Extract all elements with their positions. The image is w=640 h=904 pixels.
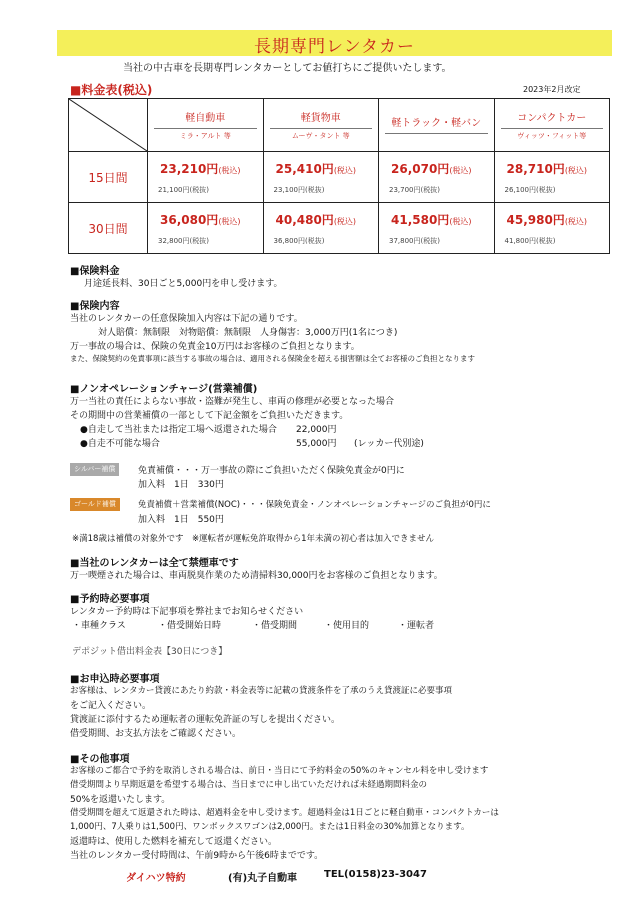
model-label: ムーヴ・タント 等 <box>270 128 373 141</box>
reserve-item: ・借受期間 <box>252 621 298 631</box>
noc-item-note: (レッカー代別途) <box>354 439 424 449</box>
footer-company: (有)丸子自動車 <box>228 873 298 884</box>
price-value: 36,080円 <box>160 212 219 227</box>
price-cell <box>263 203 379 254</box>
model-label <box>385 133 488 136</box>
reserve-item: ・運転者 <box>398 621 435 631</box>
category-label: コンパクトカー <box>517 113 587 124</box>
footer-brand: ダイハツ特約 <box>126 873 186 884</box>
smoking-heading: ■当社のレンタカーは全て禁煙車です <box>70 558 239 569</box>
silver-line: 加入料 1日 330円 <box>138 480 224 490</box>
apply-line: お客様は、レンタカー貸渡にあたり約款・料金表等に記載の貸渡条件を了承のうえ貸渡証に必要事項 <box>70 686 452 696</box>
noc-line: 万一当社の責任によらない事故・盗難が発生し、車両の修理が必要となった場合 <box>70 397 395 407</box>
category-label: 軽自動車 <box>185 113 226 124</box>
duration-cell: 15日間 <box>69 152 148 203</box>
price-cell <box>148 203 264 254</box>
price-excl-tax: 23,700円(税抜) <box>389 185 440 194</box>
tax-label: (税込) <box>333 165 357 175</box>
other-line: 借受期間より早期返還を希望する場合は、当日までに申し出ていただければ未経過期間料金の <box>70 780 428 790</box>
category-label: 軽トラック・軽バン <box>391 118 482 129</box>
guarantee-text: 月途延長料、30日ごと5,000円を申し受けます。 <box>84 279 283 289</box>
footer-phone: TEL(0158)23-3047 <box>324 869 427 880</box>
noc-item-label: ●自走不可能な場合 <box>80 439 160 449</box>
page-title: 長期専門レンタカー <box>254 37 415 57</box>
revision-date: 2023年2月改定 <box>523 85 581 94</box>
insurance-heading: ■保険内容 <box>70 301 120 312</box>
tax-label: (税込) <box>564 216 588 226</box>
other-line: 50%を返還いたします。 <box>70 795 171 805</box>
price-excl-tax: 32,800円(税抜) <box>158 236 209 245</box>
price-excl-tax: 26,100円(税抜) <box>504 185 556 194</box>
silver-tag: シルバー補償 <box>70 463 119 476</box>
category-cell <box>379 99 495 152</box>
price-value: 40,480円 <box>275 212 334 227</box>
insurance-line: 当社のレンタカーの任意保険加入内容は下記の通りです。 <box>70 314 303 324</box>
coverage-note: ※満18歳は補償の対象外です ※運転者が運転免許取得から1年未満の初心者は加入できません <box>72 534 434 544</box>
price-cell <box>379 152 495 203</box>
price-value: 28,710円 <box>506 161 565 176</box>
tax-label: (税込) <box>218 216 241 226</box>
title-bar <box>57 30 612 56</box>
tax-label: (税込) <box>564 165 588 175</box>
tax-label: (税込) <box>218 165 241 175</box>
noc-item-value: 55,000円 <box>296 439 337 449</box>
apply-line: 借受期間、お支払方法をご確認ください。 <box>70 729 242 739</box>
other-heading: ■その他事項 <box>70 754 130 765</box>
category-cell <box>494 99 610 152</box>
other-line: 返還時は、使用した燃料を補充して返還ください。 <box>70 837 278 847</box>
reserve-heading: ■予約時必要事項 <box>70 594 150 605</box>
insurance-line: 万一事故の場合は、保険の免責金10万円はお客様のご負担となります。 <box>70 342 360 352</box>
tax-label: (税込) <box>449 216 472 226</box>
rates-table <box>68 98 610 254</box>
other-line: 1,000円、7人乗りは1,500円、ワンボックスワゴンは2,000円。または1日料金の30%加算となります。 <box>70 822 470 832</box>
price-cell <box>494 152 610 203</box>
price-cell <box>379 203 495 254</box>
other-line: 当社のレンタカー受付時間は、午前9時から午後6時までです。 <box>70 851 324 861</box>
price-excl-tax: 41,800円(税抜) <box>504 236 556 245</box>
category-label: 軽貨物車 <box>300 113 341 124</box>
gold-line: 加入料 1日 550円 <box>138 515 224 525</box>
price-value: 45,980円 <box>506 212 565 227</box>
reserve-item: ・車種クラス <box>72 621 126 631</box>
apply-heading: ■お申込時必要事項 <box>70 674 160 685</box>
price-excl-tax: 21,100円(税抜) <box>158 185 209 194</box>
gold-line: 免責補償＋営業補償(NOC)・・・保険免責金・ノンオペレーションチャージのご負担が0円に <box>138 500 491 510</box>
price-value: 26,070円 <box>391 161 450 176</box>
tax-label: (税込) <box>449 165 472 175</box>
gold-tag: ゴールド補償 <box>70 498 120 511</box>
insurance-line: 対人賠償：無制限 対物賠償：無制限 人身傷害：3,000万円(1名につき) <box>98 328 398 338</box>
reserve-line: レンタカー予約時は下記事項を弊社までお知らせください <box>70 607 304 617</box>
model-label: ミラ・アルト 等 <box>154 128 257 141</box>
corner-cell <box>69 99 148 152</box>
intro-text: 当社の中古車を長期専門レンタカーとしてお値打ちにご提供いたします。 <box>123 63 452 74</box>
apply-line: 貸渡証に添付するため運転者の運転免許証の写しを提出ください。 <box>70 715 341 725</box>
reserve-item: ・使用目的 <box>324 621 370 631</box>
other-line: 借受期間を超えて返還された時は、超過料金を申し受けます。超過料金は1日ごとに軽自動車・コンパクトカーは <box>70 808 499 818</box>
rates-heading: ■料金表(税込) <box>70 83 153 97</box>
noc-line: その期間中の営業補償の一部として下記金額をご負担いただきます。 <box>70 411 349 421</box>
reserve-item: ・借受開始日時 <box>158 621 222 631</box>
noc-heading: ■ノンオペレーションチャージ(営業補償) <box>70 384 258 395</box>
other-line: お客様のご都合で予約を取消しされる場合は、前日・当日にて予約料金の50%のキャンセル料を申し受けます <box>70 766 489 776</box>
category-cell <box>148 99 264 152</box>
duration-cell: 30日間 <box>69 203 148 254</box>
noc-item-value: 22,000円 <box>296 425 337 435</box>
extension-label: デポジット借出料金表【30日につき】 <box>72 647 228 657</box>
guarantee-heading: ■保険料金 <box>70 266 120 277</box>
model-label: ヴィッツ・フィット等 <box>501 128 604 141</box>
tax-label: (税込) <box>333 216 357 226</box>
category-cell <box>263 99 379 152</box>
price-cell <box>494 203 610 254</box>
price-value: 23,210円 <box>160 161 219 176</box>
smoking-text: 万一喫煙された場合は、車両脱臭作業のため清掃料30,000円をお客様のご負担となります。 <box>70 571 443 581</box>
price-excl-tax: 37,800円(税抜) <box>389 236 440 245</box>
price-excl-tax: 36,800円(税抜) <box>273 236 325 245</box>
insurance-line: また、保険契約の免責事項に該当する事故の場合は、適用される保険金を超える損害額は全てお客様のご負担となります <box>70 354 475 363</box>
apply-line: をご記入ください。 <box>70 701 152 711</box>
price-cell <box>263 152 379 203</box>
price-value: 41,580円 <box>391 212 450 227</box>
price-value: 25,410円 <box>275 161 334 176</box>
noc-item-label: ●自走して当社または指定工場へ返還された場合 <box>80 425 277 435</box>
silver-line: 免責補償・・・万一事故の際にご負担いただく保険免責金が0円に <box>138 466 405 476</box>
diagonal-line <box>69 99 147 151</box>
price-cell <box>148 152 264 203</box>
price-excl-tax: 23,100円(税抜) <box>273 185 325 194</box>
